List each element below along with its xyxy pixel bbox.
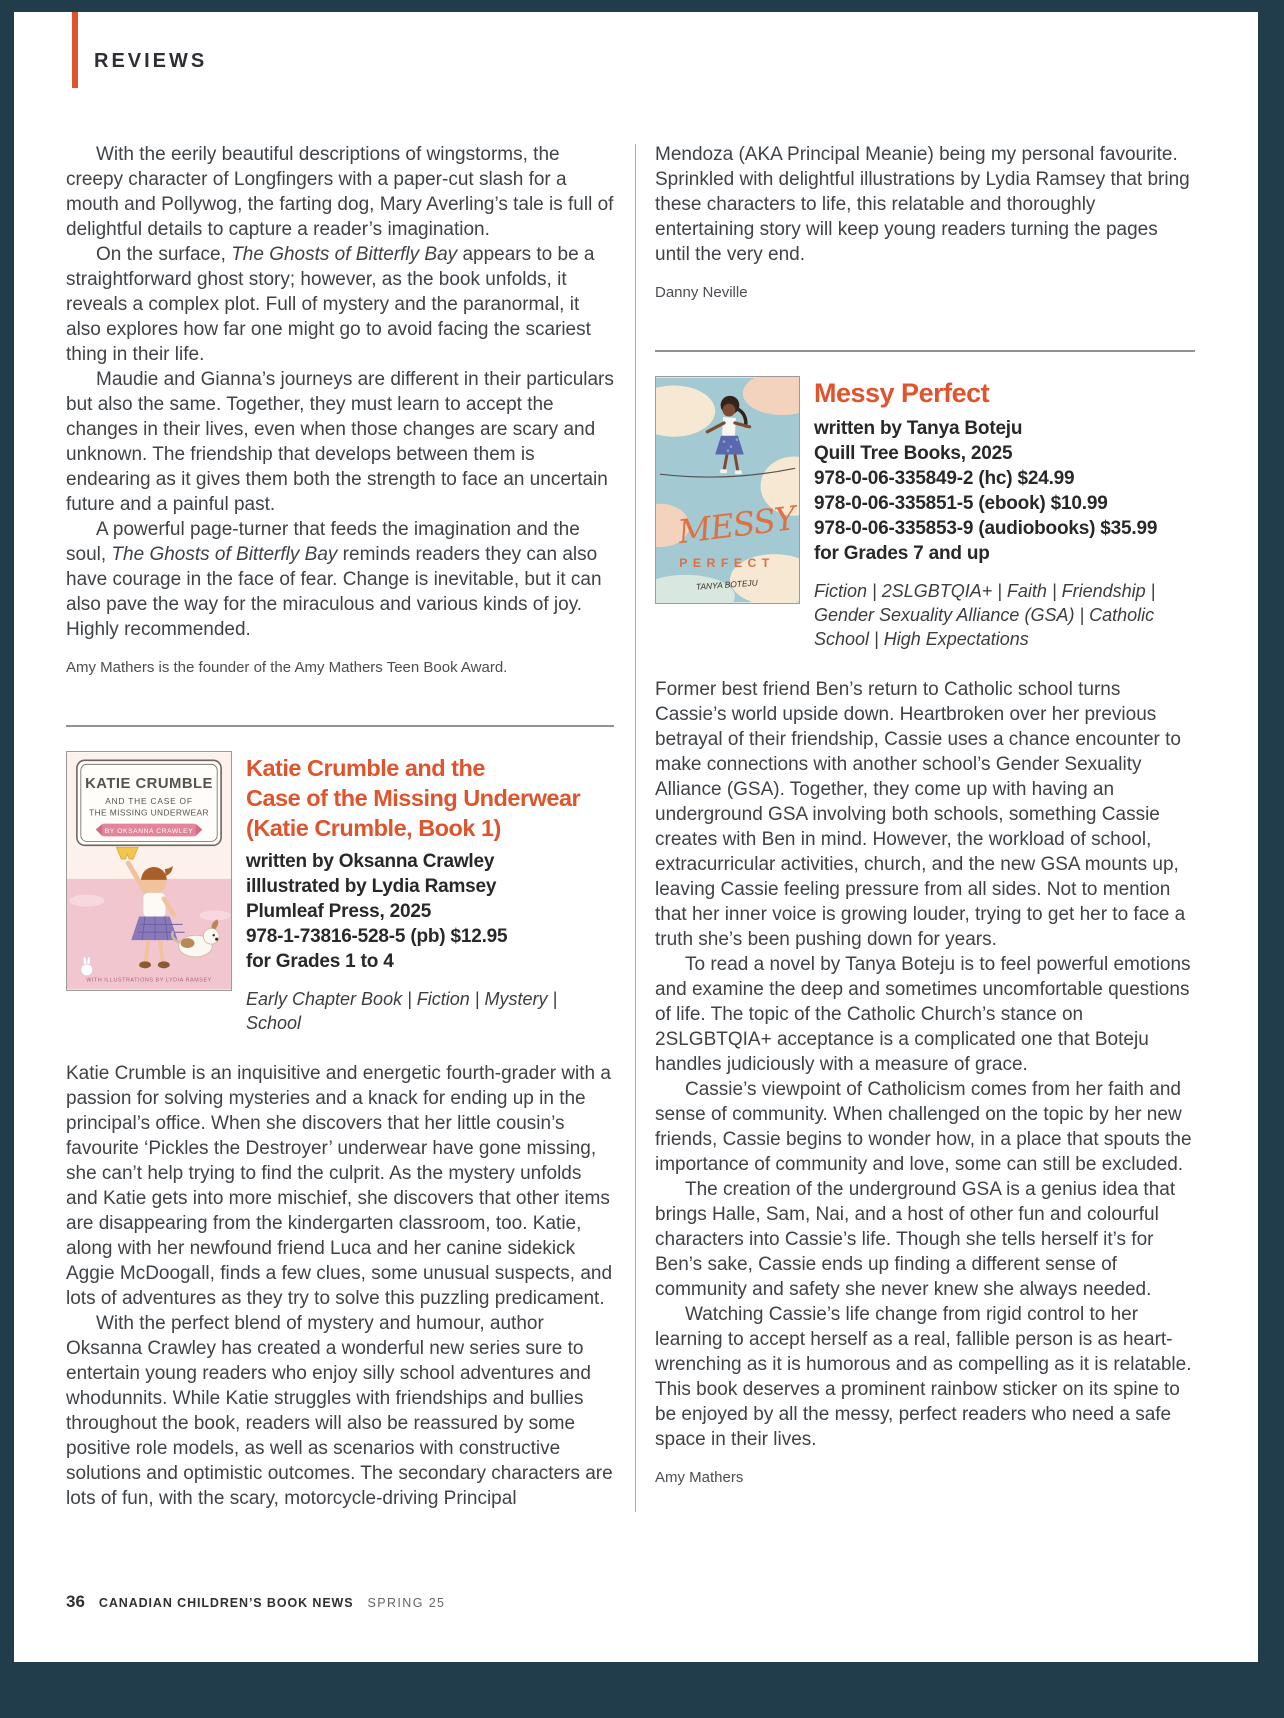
katie-crumble-review-text [66, 1061, 614, 1511]
reviewer-byline: Amy Mathers [655, 1469, 744, 1486]
review-paragraph: With the eerily beautiful descriptions of wingstorms, the creepy character of Longfingers with a paper-cut slash for a mouth and Pollywog, the farting dog, Mary Averling’s tale is full of delightful details to capture a reader’s imagination. [66, 144, 614, 240]
katie-crumble-cover-art [67, 752, 231, 990]
magazine-name: CANADIAN CHILDREN’S BOOK NEWS [98, 1596, 354, 1610]
book-isbn-price: 978-0-06-335851-5 (ebook) $10.99 [814, 493, 1108, 514]
review-paragraph [66, 242, 614, 367]
review-paragraph: Katie Crumble is an inquisitive and energetic fourth-grader with a passion for solving mysteries and a knack for ending up in the principal’s office. When she discovers that her little cousin’s favourite ‘Pickles the Destroyer’ underwear have gone missing, she can’t help trying to find the culprit. As the mystery unfolds and Katie gets into more mischief, she discovers that other items are disappearing from the kindergarten classroom, too. Katie, along with her newfound friend Luca and her canine sidekick Aggie McDoogall, finds a few clues, some unusual suspects, and lots of adventures as they try to solve this puzzling predicament. [66, 1063, 613, 1309]
messy-perfect-cover-art [656, 377, 799, 603]
text-run: appears to be a straightforward ghost story; however, as the book unfolds, it reveals a complex plot. Full of mystery and the paranormal, it also explores how far one might go to avoid facing the scariest thing in their life. [66, 244, 595, 365]
book-publisher: Quill Tree Books, 2025 [814, 443, 1013, 464]
messy-perfect-review-text [655, 677, 1195, 1452]
book-info [814, 376, 1195, 651]
page-number: 36 [66, 1592, 85, 1611]
magazine-page [14, 12, 1258, 1662]
reviewer-byline: Amy Mathers is the founder of the Amy Mathers Teen Book Award. [66, 659, 508, 676]
text-run: On the surface, [96, 244, 232, 265]
book-author: written by Tanya Boteju [814, 418, 1023, 439]
review-paragraph: Mendoza (AKA Principal Meanie) being my personal favourite. Sprinkled with delightful illustrations by Lydia Ramsey that bring these characters to life, this relatable and thoroughly entertaining story will keep young readers turning the pages until the very end. [655, 144, 1190, 265]
book-title: Messy Perfect [814, 378, 990, 408]
review-paragraph: Former best friend Ben’s return to Catholic school turns Cassie’s world upside down. Heartbroken over her previous betrayal of their friendship, Cassie uses a chance encounter to make connections with another school’s Gender Sexuality Alliance (GSA). Together, they come up with having an underground GSA involving both schools, something Cassie creates with Ben in mind. However, the workload of school, extracurricular activities, church, and the new GSA mounts up, leaving Cassie feeling pressure from all sides. Not to mention that her inner voice is growing louder, trying to get her to face a truth she’s been pushing down for years. [655, 679, 1186, 950]
katie-review-continuation [655, 142, 1195, 267]
book-isbn-price: 978-0-06-335849-2 (hc) $24.99 [814, 468, 1075, 489]
review-paragraph: Watching Cassie’s life change from rigid control to her learning to accept herself as a real, fallible person is as heart-wrenching as it is humorous and as compelling as it is relatable. This book deserves a prominent rainbow sticker on its spine to be enjoyed by all the messy, perfect readers who need a safe space in their lives. [655, 1304, 1192, 1450]
book-info [246, 751, 614, 1035]
cover-subtitle-line: AND THE CASE OF [105, 795, 193, 806]
book-grade-range: for Grades 7 and up [814, 543, 990, 564]
issue-label: SPRING 25 [367, 1596, 446, 1610]
book-genres: Early Chapter Book | Fiction | Mystery | School [246, 989, 558, 1033]
page-footer [66, 1592, 445, 1612]
book-isbn-price: 978-0-06-335853-9 (audiobooks) $35.99 [814, 518, 1158, 539]
cover-series-title: KATIE CRUMBLE [85, 776, 213, 793]
katie-crumble-cover [66, 751, 232, 991]
review-paragraph: To read a novel by Tanya Boteju is to feel powerful emotions and examine the deep and sometimes uncomfortable questions of life. The topic of the Catholic Church’s stance on 2SLGBTQIA+ acceptance is a complicated one that Boteju handles judiciously with a measure of grace. [655, 954, 1191, 1075]
review-paragraph: Maudie and Gianna’s journeys are different in their particulars but also the same. Together, they must learn to accept the changes in their lives, even when those changes are scary and unknown. The friendship that develops between them is endearing as it gives them both the strength to face an uncertain future and a painful past. [66, 369, 614, 515]
section-accent-bar [72, 12, 78, 88]
katie-crumble-book-block [66, 751, 614, 1035]
review-paragraph: The creation of the underground GSA is a genius idea that brings Halle, Sam, Nai, and a host of other fun and colourful characters into Cassie’s life. Though she tells herself it’s for Ben’s sake, Cassie ends up finding a different sense of community and safety she never knew she always needed. [655, 1179, 1176, 1300]
reviewer-byline: Danny Neville [655, 284, 748, 301]
book-title-line: (Katie Crumble, Book 1) [246, 815, 501, 841]
book-grade-range: for Grades 1 to 4 [246, 951, 394, 972]
messy-perfect-book-block [655, 376, 1195, 651]
review-paragraph: With the perfect blend of mystery and humour, author Oksanna Crawley has created a wonderful new series sure to entertain young readers who enjoy silly school adventures and whodunnits. While Katie struggles with friendships and bullies throughout the book, readers will also be reassured by some positive role models, as well as scenarios with constructive solutions and optimistic outcomes. The secondary characters are lots of fun, with the scary, motorcycle-driving Principal [66, 1313, 613, 1509]
cover-author-signature: TANYA BOTEJU [695, 577, 759, 592]
book-credits [814, 416, 1195, 566]
book-isbn-price: 978-1-73816-528-5 (pb) $12.95 [246, 926, 508, 947]
cover-title-script: MESSY [676, 499, 798, 552]
book-title-italic: The Ghosts of Bitterfly Bay [231, 244, 458, 265]
review-paragraph [66, 517, 614, 642]
review-paragraph: Cassie’s viewpoint of Catholicism comes from her faith and sense of community. When challenged on the topic by her new friends, Cassie begins to wonder how, in a place that spouts the importance of community and love, some can still be excluded. [655, 1079, 1192, 1175]
section-title: REVIEWS [94, 50, 208, 72]
ghosts-review-text [66, 142, 614, 642]
book-publisher: Plumleaf Press, 2025 [246, 901, 432, 922]
book-title-italic: The Ghosts of Bitterfly Bay [111, 544, 338, 565]
book-title-line: Katie Crumble and the [246, 755, 485, 781]
section-rule [655, 350, 1195, 352]
left-column [66, 142, 614, 1511]
messy-perfect-cover [655, 376, 800, 604]
cover-author-banner: BY OKSANNA CRAWLEY [104, 827, 194, 835]
cover-illustrator-note: WITH ILLUSTRATIONS BY LYDIA RAMSEY [86, 977, 212, 984]
book-genres: Fiction | 2SLGBTQIA+ | Faith | Friendship | Gender Sexuality Alliance (GSA) | Catholic School | High Expectations [814, 581, 1156, 649]
text-run: reminds readers they can also have courage in the face of fear. Change is inevitable, but it can also pave the way for the miraculous and various kinds of joy. Highly recommended. [66, 544, 602, 640]
book-credits [246, 849, 614, 974]
cover-subtitle-line: THE MISSING UNDERWEAR [89, 807, 209, 818]
section-rule [66, 725, 614, 727]
column-divider [635, 144, 636, 1512]
book-title-line: Case of the Missing Underwear [246, 785, 581, 811]
book-author: written by Oksanna Crawley [246, 851, 495, 872]
text-run: A powerful page-turner that feeds the imagination and the soul, [66, 519, 580, 565]
right-column [655, 142, 1195, 1487]
book-title [246, 753, 614, 843]
cover-title-caps: PERFECT [679, 555, 775, 570]
book-illustrator: illlustrated by Lydia Ramsey [246, 876, 497, 897]
